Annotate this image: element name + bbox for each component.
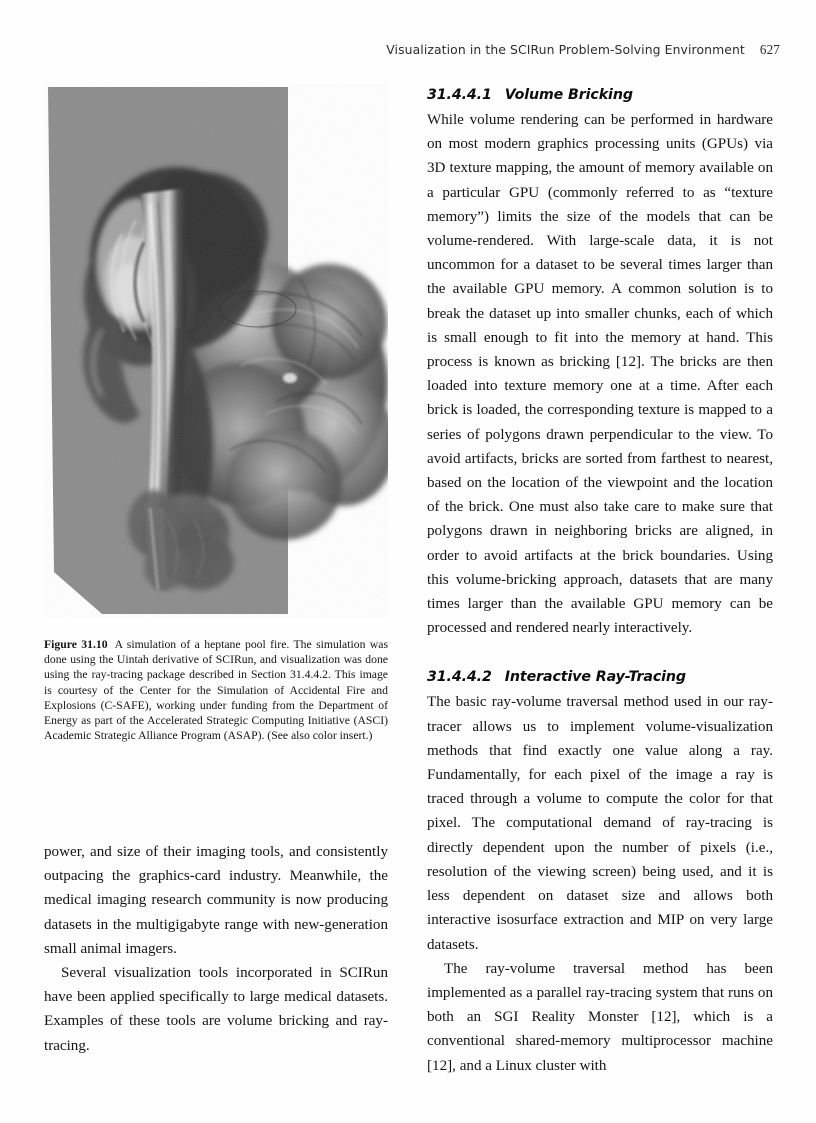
paragraph: power, and size of their imaging tools, and consistently outpacing the graphics-card industry. Meanwhile, the medical imaging research community is now producing datasets in the multigigabyte range with new-generation small animal imagers. [44,844,388,957]
section-title: Interactive Ray-Tracing [504,669,686,686]
section-spacer [427,640,773,666]
left-column [44,84,388,620]
paragraph: The basic ray-volume traversal method used in our ray-tracer allows us to implement volume-visualization methods that find exactly one value along a ray. Fundamentally, for each pixel of the image a ray is traced through a volume to compute the color for that pixel. The computational demand of ray-tracing is directly dependent upon the number of pixels (i.e., resolution of the viewing screen) being used, and it is less dependent on dataset size and allows both interactive isosurface extraction and MIP on very large datasets. [427,694,773,953]
figure-31-10 [44,84,388,620]
paragraph: The ray-volume traversal method has been implemented as a parallel ray-tracing system that runs on both an SGI Reality Monster [12], which is a conventional shared-memory multiprocessor machine [12], and a Linux cluster with [427,960,773,1074]
section-title: Volume Bricking [504,87,633,103]
section-number: 31.4.4.1 [427,87,492,103]
section-number: 31.4.4.2 [427,669,492,686]
page-number: 627 [759,42,780,57]
left-column-body [44,840,388,1058]
right-column [427,84,773,1078]
running-head [42,42,780,64]
paragraph: While volume rendering can be performed in hardware on most modern graphics processing units (GPUs) via 3D texture mapping, the amount of memory available on a particular GPU (commonly referred to as “texture memory”) limits the size of the models that can be volume-rendered. With large-scale data, it is not uncommon for a dataset to be several times larger than the available GPU memory. A common solution is to break the dataset up into smaller chunks, each of which is small enough to fit into the memory at hand. This process is known as bricking [12]. The bricks are then loaded into texture memory one at a time. After each brick is loaded, the corresponding texture is mapped to a series of polygons drawn perpendicular to the view. To avoid artifacts, bricks are sorted from farthest to nearest, based on the location of the viewpoint and the location of the brick. One must also take care to make sure that polygons drawn in neighboring bricks are aligned, in order to avoid artifacts at the brick boundaries. Using this volume-bricking approach, datasets that are many times larger than the available GPU memory can be processed and rendered nearly interactively. [427,112,773,637]
figure-caption-text: A simulation of a heptane pool fire. The simulation was done using the Uintah derivative of SCIRun, and visualization was done using the ray-tracing package described in Section 31.4.4.2. This image is courtesy of the Center for the Simulation of Accidental Fire and Explosions (C-SAFE), working under funding from the Department of Energy as part of the Accelerated Strategic Computing Initiative (ASCI) Academic Strategic Alliance Program (ASAP). (See also color insert.) [44,638,388,743]
section-heading-31-4-4-2 [427,666,773,688]
running-head-title: Visualization in the SCIRun Problem-Solving Environment [386,42,745,57]
paragraph: Several visualization tools incorporated in SCIRun have been applied specifically to large medical datasets. Examples of these tools are volume bricking and ray-tracing. [44,965,388,1054]
figure-caption [44,637,388,743]
section-heading-31-4-4-1 [427,84,773,106]
figure-caption-label: Figure 31.10 [44,638,108,651]
figure-image [44,84,388,617]
